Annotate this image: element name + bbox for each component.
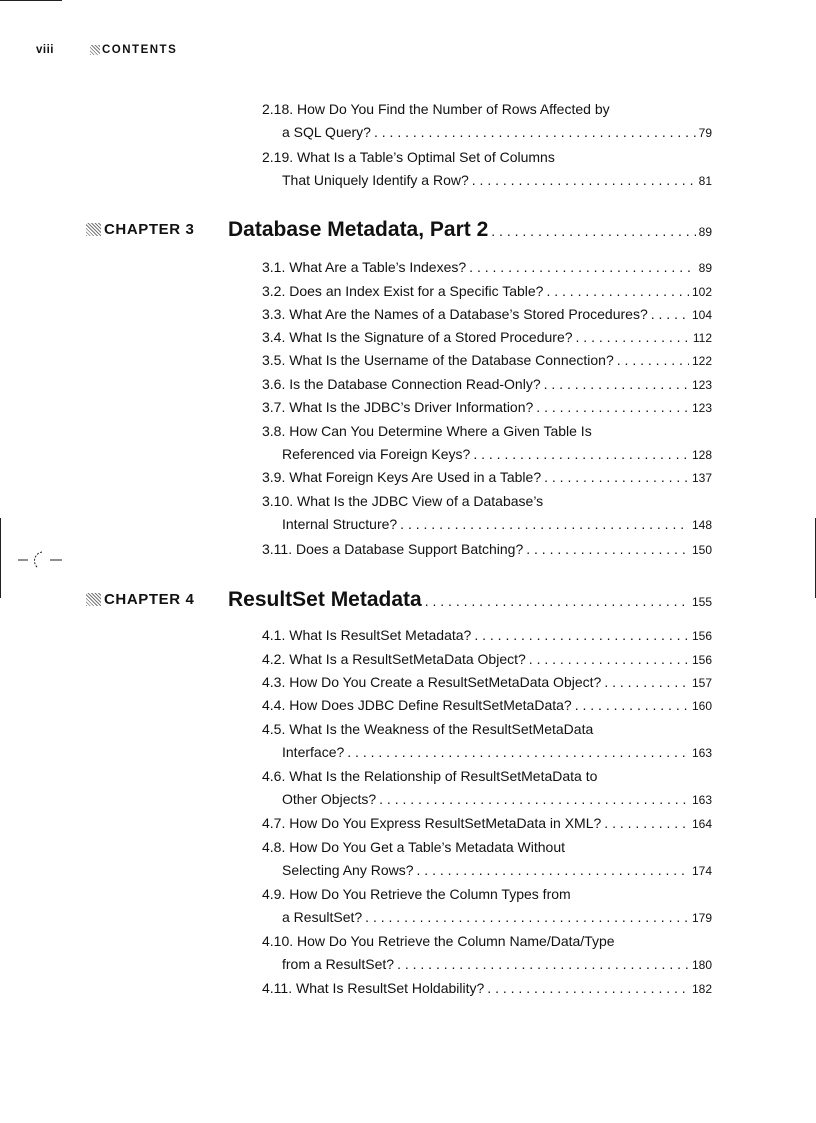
toc-page-number: 123 xyxy=(691,401,712,415)
toc-entry xyxy=(262,256,712,280)
chapter-title: Database Metadata, Part 2 xyxy=(228,218,489,241)
chapter-label: CHAPTER 3 xyxy=(104,221,195,238)
chapter-title: ResultSet Metadata xyxy=(228,588,422,611)
chapter-page-number: 155 xyxy=(691,595,712,609)
dot-leader xyxy=(491,223,695,239)
toc-entry-title: 3.1. What Are a Table’s Indexes? xyxy=(262,259,467,275)
toc-entry-title: 4.3. How Do You Create a ResultSetMetaData Object? xyxy=(262,674,602,690)
dot-leader xyxy=(544,466,689,489)
toc-entry xyxy=(262,98,712,145)
toc-entry-title: 2.18. How Do You Find the Number of Rows Affected by xyxy=(262,101,610,117)
dot-leader xyxy=(544,373,689,396)
toc-entry-title: 3.5. What Is the Username of the Database Connection? xyxy=(262,352,614,368)
toc-page-number: 164 xyxy=(691,817,712,831)
toc-entry-title: 2.19. What Is a Table’s Optimal Set of Columns xyxy=(262,149,555,165)
toc-entry-title-cont: from a ResultSet? xyxy=(282,956,395,972)
toc-entry xyxy=(262,396,712,420)
dot-leader xyxy=(526,538,689,561)
toc-entry-title-cont: Interface? xyxy=(282,744,345,760)
dot-leader xyxy=(473,443,689,466)
crop-mark-left xyxy=(0,518,1,598)
dot-leader xyxy=(487,977,689,1000)
toc-page-number: 163 xyxy=(691,793,712,807)
toc-page-number: 81 xyxy=(698,174,712,188)
toc-entry xyxy=(262,765,712,812)
toc-entry-title: 4.11. What Is ResultSet Holdability? xyxy=(262,980,485,996)
toc-entry xyxy=(262,373,712,397)
toc-page-number: 148 xyxy=(691,518,712,532)
toc-entry xyxy=(262,466,712,490)
toc-entry xyxy=(262,420,712,467)
toc-entry-title-cont: Other Objects? xyxy=(282,791,377,807)
toc-entry xyxy=(262,349,712,373)
dot-leader xyxy=(536,396,689,419)
toc-entry xyxy=(262,326,712,350)
toc-page-number: 150 xyxy=(691,543,712,557)
toc-page-number: 180 xyxy=(691,958,712,972)
page-folio: viii xyxy=(36,44,54,56)
toc-entry xyxy=(262,280,712,304)
toc-entry-title-cont: Selecting Any Rows? xyxy=(282,862,414,878)
toc-entry-title: 3.2. Does an Index Exist for a Specific Table? xyxy=(262,283,544,299)
toc-entry-title: 3.7. What Is the JDBC’s Driver Information? xyxy=(262,399,534,415)
dot-leader xyxy=(472,169,696,192)
toc-page-number: 156 xyxy=(691,653,712,667)
registration-mark-icon xyxy=(18,544,62,576)
toc-entry-title: 3.8. How Can You Determine Where a Given Table Is xyxy=(262,423,592,439)
dot-leader xyxy=(604,671,689,694)
toc-page-number: 163 xyxy=(691,746,712,760)
toc-page-number: 156 xyxy=(691,629,712,643)
toc-page-number: 128 xyxy=(691,448,712,462)
toc-page-number: 174 xyxy=(691,864,712,878)
toc-entry xyxy=(262,718,712,765)
toc-entry xyxy=(262,303,712,327)
chapter-label: CHAPTER 4 xyxy=(104,591,195,608)
toc-entry xyxy=(262,146,712,193)
dot-leader xyxy=(400,513,689,536)
toc-entry-title: 4.4. How Does JDBC Define ResultSetMetaData? xyxy=(262,697,572,713)
toc-page-number: 112 xyxy=(692,331,712,345)
dot-leader xyxy=(576,326,690,349)
dot-leader xyxy=(575,694,689,717)
toc-page-number: 122 xyxy=(691,354,712,368)
toc-entry-title: 4.8. How Do You Get a Table’s Metadata Without xyxy=(262,839,566,855)
toc-entry-title: 3.9. What Foreign Keys Are Used in a Table? xyxy=(262,469,542,485)
toc-entry-title-cont: a SQL Query? xyxy=(282,124,371,140)
toc-entry-title: 4.10. How Do You Retrieve the Column Name/Data/Type xyxy=(262,933,615,949)
toc-page-number: 182 xyxy=(691,982,712,996)
dot-leader xyxy=(617,349,689,372)
dot-leader xyxy=(379,788,689,811)
toc-entry xyxy=(262,648,712,672)
toc-entry-title: 3.6. Is the Database Connection Read-Only? xyxy=(262,376,541,392)
toc-entry xyxy=(262,538,712,562)
shaded-square-icon xyxy=(86,223,101,236)
toc-page-number: 102 xyxy=(691,285,712,299)
toc-entry xyxy=(262,883,712,930)
shaded-square-icon xyxy=(90,45,100,55)
toc-entry-title: 3.11. Does a Database Support Batching? xyxy=(262,541,524,557)
toc-page-number: 89 xyxy=(698,261,712,275)
dot-leader xyxy=(425,593,689,609)
toc-entry-title: 4.7. How Do You Express ResultSetMetaData in XML? xyxy=(262,815,602,831)
toc-entry xyxy=(262,812,712,836)
toc-page-number: 157 xyxy=(691,676,712,690)
toc-page-number: 104 xyxy=(691,308,712,322)
dot-leader xyxy=(604,812,689,835)
dot-leader xyxy=(469,256,695,279)
toc-entry-title: 4.5. What Is the Weakness of the ResultSetMetaData xyxy=(262,721,594,737)
toc-entry-title-cont: a ResultSet? xyxy=(282,909,363,925)
shaded-square-icon xyxy=(86,593,101,606)
dot-leader xyxy=(651,303,689,326)
toc-entry xyxy=(262,490,712,537)
toc-entry xyxy=(262,694,712,718)
toc-entry xyxy=(262,671,712,695)
toc-page-number: 137 xyxy=(691,471,712,485)
dot-leader xyxy=(374,121,696,144)
toc-entry-title: 4.2. What Is a ResultSetMetaData Object? xyxy=(262,651,526,667)
toc-entry-title: 3.3. What Are the Names of a Database’s Stored Procedures? xyxy=(262,306,648,322)
toc-entry xyxy=(262,624,712,648)
toc-entry-title: 3.10. What Is the JDBC View of a Database’s xyxy=(262,493,544,509)
chapter-heading xyxy=(86,218,712,242)
chapter-page-number: 89 xyxy=(698,225,712,239)
dot-leader xyxy=(347,741,689,764)
running-head xyxy=(36,44,177,56)
running-head-title: CONTENTS xyxy=(101,44,178,56)
dot-leader xyxy=(397,953,689,976)
dot-leader xyxy=(546,280,689,303)
dot-leader xyxy=(365,906,689,929)
dot-leader xyxy=(417,859,689,882)
toc-entry xyxy=(262,836,712,883)
toc-entry-title: 3.4. What Is the Signature of a Stored Procedure? xyxy=(262,329,573,345)
toc-entry-title-cont: That Uniquely Identify a Row? xyxy=(282,172,469,188)
toc-entry-title: 4.9. How Do You Retrieve the Column Types from xyxy=(262,886,571,902)
toc-entry xyxy=(262,930,712,977)
toc-entry-title: 4.1. What Is ResultSet Metadata? xyxy=(262,627,472,643)
chapter-heading xyxy=(86,588,712,612)
toc-page-number: 160 xyxy=(691,699,712,713)
toc-page-number: 123 xyxy=(691,378,712,392)
toc-entry-title-cont: Referenced via Foreign Keys? xyxy=(282,446,471,462)
toc-entry xyxy=(262,977,712,1001)
crop-mark-top xyxy=(0,0,62,1)
toc-entry-title: 4.6. What Is the Relationship of ResultSetMetaData to xyxy=(262,768,598,784)
dot-leader xyxy=(474,624,689,647)
toc-page-number: 79 xyxy=(698,126,712,140)
dot-leader xyxy=(529,648,689,671)
toc-entry-title-cont: Internal Structure? xyxy=(282,516,398,532)
toc-page-number: 179 xyxy=(691,911,712,925)
